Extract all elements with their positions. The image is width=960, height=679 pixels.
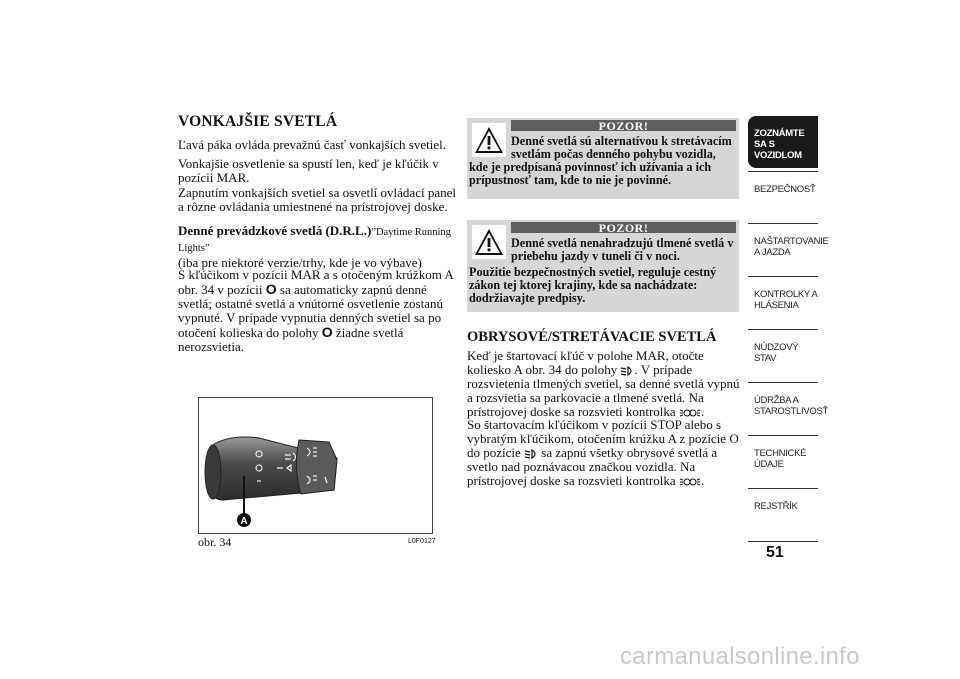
warning-text-first: Denné svetlá sú alternatívou k stretávacím svetlám počas denného pohybu vozidla, <box>511 134 732 161</box>
intro-paragraph-3: Zapnutím vonkajších svetiel sa osvetlí ovládací panel a rôzne ovládania umiestnené na prístrojovej doske. <box>178 185 456 214</box>
sidebar-tab-rejstrik[interactable] <box>748 488 818 542</box>
s2p2-text-a: So štartovacím kľúčikom v pozícii STOP alebo s vybratým kľúčikom, otočením krúžku A z pozície O do pozície <box>467 417 739 460</box>
drl-title: Denné prevádzkové svetlá (D.R.L.) <box>178 223 372 238</box>
drl-note: (iba pre niektoré verzie/trhy, kde je vo výbave) <box>178 255 422 270</box>
sidebar-tab-label: TECHNICKÉ ÚDAJE <box>754 448 807 470</box>
drl-title-suffix: ”Daytime Running Lights” <box>178 227 451 254</box>
warning-text-rest: kde je predpísaná povinnosť ich užívania a ich prípustnosť tam, kde to nie je povinné. <box>469 160 712 187</box>
sidebar-tab-label: KONTROLKY A HLÁSENIA <box>754 289 818 311</box>
drl-text-a: S kľúčikom v pozícii MAR a s otočeným krúžkom A obr. 34 v pozícii <box>178 267 454 297</box>
sidebar-tab-label: ZOZNÁMTE SA S VOZIDLOM <box>754 128 805 161</box>
section2-paragraph-1 <box>467 349 742 419</box>
intro-paragraph-1: Ľavá páka ovláda prevažnú časť vonkajších svetiel. <box>178 137 446 152</box>
sidebar-tab-nudzovy-stav[interactable] <box>748 329 818 382</box>
warning-text-first: Denné svetlá nenahradzujú tlmené svetlá v priebehu jazdy v tuneli či v noci. <box>511 236 734 263</box>
watermark[interactable]: carmanualsonline.info <box>620 643 860 670</box>
callout-a-label: A <box>240 516 248 527</box>
warning-triangle-icon <box>472 123 506 157</box>
page-number: 51 <box>766 544 784 561</box>
section2-paragraph-2 <box>467 418 742 488</box>
sidebar-tab-udrzba[interactable] <box>748 382 829 435</box>
side-lights-icon <box>679 477 701 487</box>
s2p1-text-b: . V prípade rozsvietenia tlmených svetiel, sa denné svetlá vypnú a rozsvietia sa parkovacie a tlmené svetlá. Na prístrojovej doske sa rozsvieti kontrolka <box>467 362 740 419</box>
sidebar-tab-label: NÚDZOVÝ STAV <box>754 342 799 364</box>
s2p1-text-c: . <box>700 404 705 419</box>
position-o-symbol: O <box>265 281 277 297</box>
s2p2-text-b: sa zapnú všetky obrysové svetlá a svetlo nad poznávacou značkou vozidla. Na prístrojovej doske sa rozsvieti kontrolka <box>467 445 718 488</box>
section-heading: VONKAJŠIE SVETLÁ <box>178 113 338 130</box>
intro-paragraph-2: Vonkajšie osvetlenie sa spustí len, keď je kľúčik v pozícii MAR. <box>178 156 439 185</box>
drl-text-c: žiadne svetlá nerozsvietia. <box>178 325 404 354</box>
figure-caption: obr. 34 <box>198 535 232 549</box>
warning-label: POZOR! <box>511 222 736 233</box>
s2p2-text-c: . <box>700 473 705 488</box>
low-beam-icon <box>620 366 634 376</box>
figure-stalk-image <box>198 397 433 534</box>
s2p1-text-a: Keď je štartovací kľúč v polohe MAR, otočte koliesko A obr. 34 do polohy <box>467 348 704 377</box>
drl-text-b: sa automaticky zapnú denné svetlá; ostatné svetlá a vnútorné osvetlenie zostanú vypnuté. V prípade vypnutia denných svetiel sa po otočení kolieska do polohy <box>178 282 443 340</box>
warning-triangle-icon <box>472 225 506 259</box>
drl-block <box>178 224 456 270</box>
drl-paragraph <box>178 268 456 354</box>
sidebar-tab-bezpecnost[interactable] <box>748 171 818 224</box>
sidebar-tab-zoznamte-sa[interactable] <box>748 116 818 168</box>
sidebar-tab-nastartovanie[interactable] <box>748 223 829 276</box>
section2-heading: OBRYSOVÉ/STRETÁVACIE SVETLÁ <box>467 329 717 345</box>
sidebar-tab-kontrolky[interactable] <box>748 276 818 329</box>
sidebar-tab-label: REJSTŘÍK <box>754 501 798 512</box>
warning-box-2 <box>467 220 739 312</box>
sidebar-tab-label: NAŠTARTOVANIE A JAZDA <box>754 236 829 258</box>
figure-code: L0F0127 <box>408 538 436 545</box>
warning-text-rest: Použitie bezpečnostných svetiel, reguluje cestný zákon tej ktorej krajiny, kde sa nachádzate: dodržiavajte predpisy. <box>469 265 717 305</box>
warning-box-1 <box>467 118 739 199</box>
sidebar-tab-label: BEZPEČNOSŤ <box>754 184 816 195</box>
light-stalk-illustration <box>199 398 432 533</box>
sidebar-tab-technicke-udaje[interactable] <box>748 435 818 488</box>
sidebar-tab-label: ÚDRŽBA A STAROSTLIVOSŤ <box>754 395 829 417</box>
position-o-symbol: O <box>321 324 333 340</box>
low-beam-icon <box>524 449 538 459</box>
warning-label: POZOR! <box>511 120 736 131</box>
